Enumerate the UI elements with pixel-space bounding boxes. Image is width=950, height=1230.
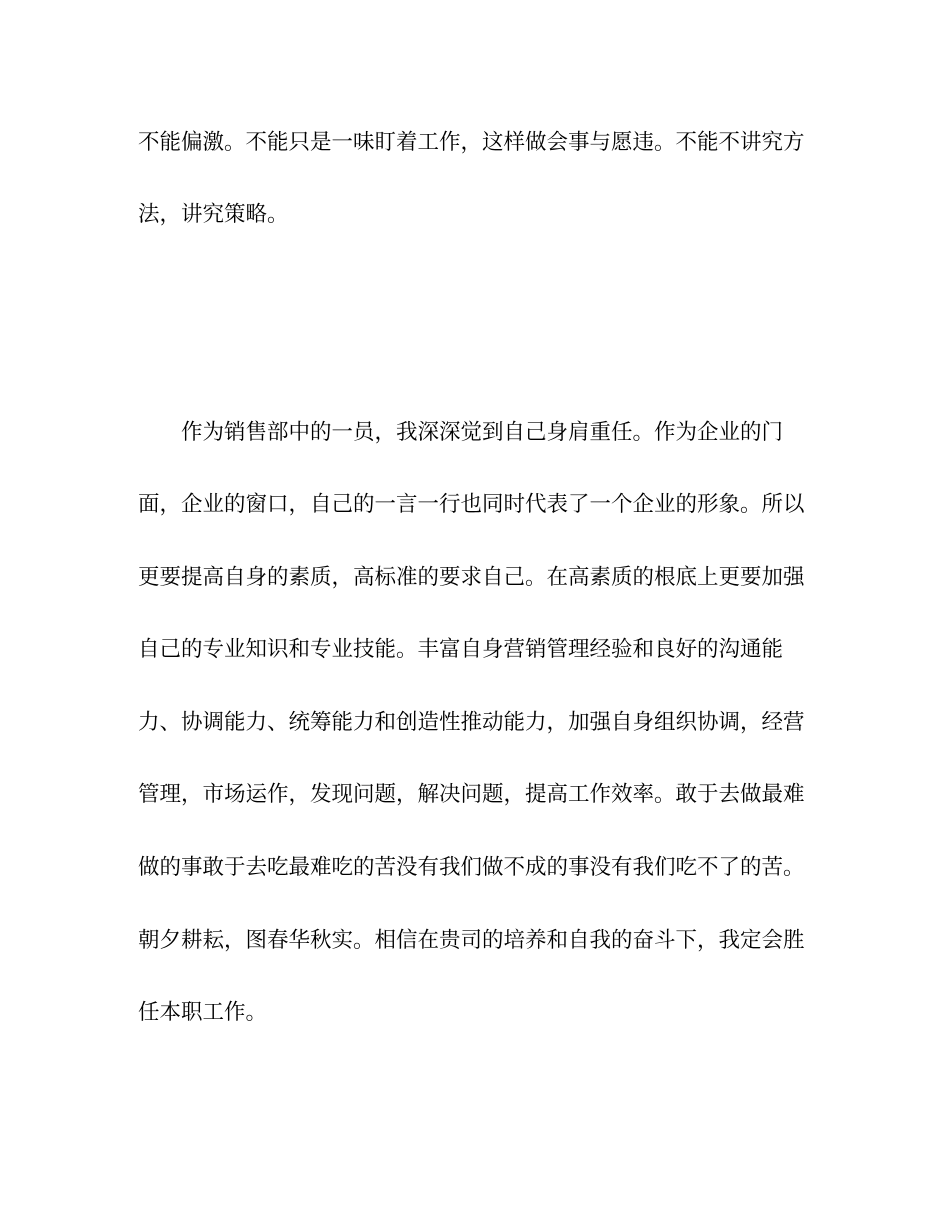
paragraph-line: 更要提高自身的素质，高标准的要求自己。在高素质的根底上更要加强: [138, 565, 805, 590]
paragraph-line: 不能偏激。不能只是一味盯着工作，这样做会事与愿违。不能不讲究方: [138, 130, 805, 155]
paragraph-line: 朝夕耕耘，图春华秋实。相信在贵司的培养和自我的奋斗下，我定会胜: [138, 928, 805, 953]
paragraph-line: 力、协调能力、统筹能力和创造性推动能力，加强自身组织协调，经营: [138, 710, 805, 735]
paragraph-line: 管理，市场运作，发现问题，解决问题，提高工作效率。敢于去做最难: [138, 782, 805, 807]
paragraph-line: 作为销售部中的一员，我深深觉到自己身肩重任。作为企业的门: [181, 420, 784, 445]
paragraph-line: 法，讲究策略。: [138, 202, 289, 227]
paragraph-line: 做的事敢于去吃最难吃的苦没有我们做不成的事没有我们吃不了的苦。: [138, 855, 805, 880]
paragraph-line: 面，企业的窗口，自己的一言一行也同时代表了一个企业的形象。所以: [138, 492, 805, 517]
paragraph-line: 自己的专业知识和专业技能。丰富自身营销管理经验和良好的沟通能: [138, 637, 784, 662]
paragraph-line: 任本职工作。: [138, 1000, 268, 1025]
